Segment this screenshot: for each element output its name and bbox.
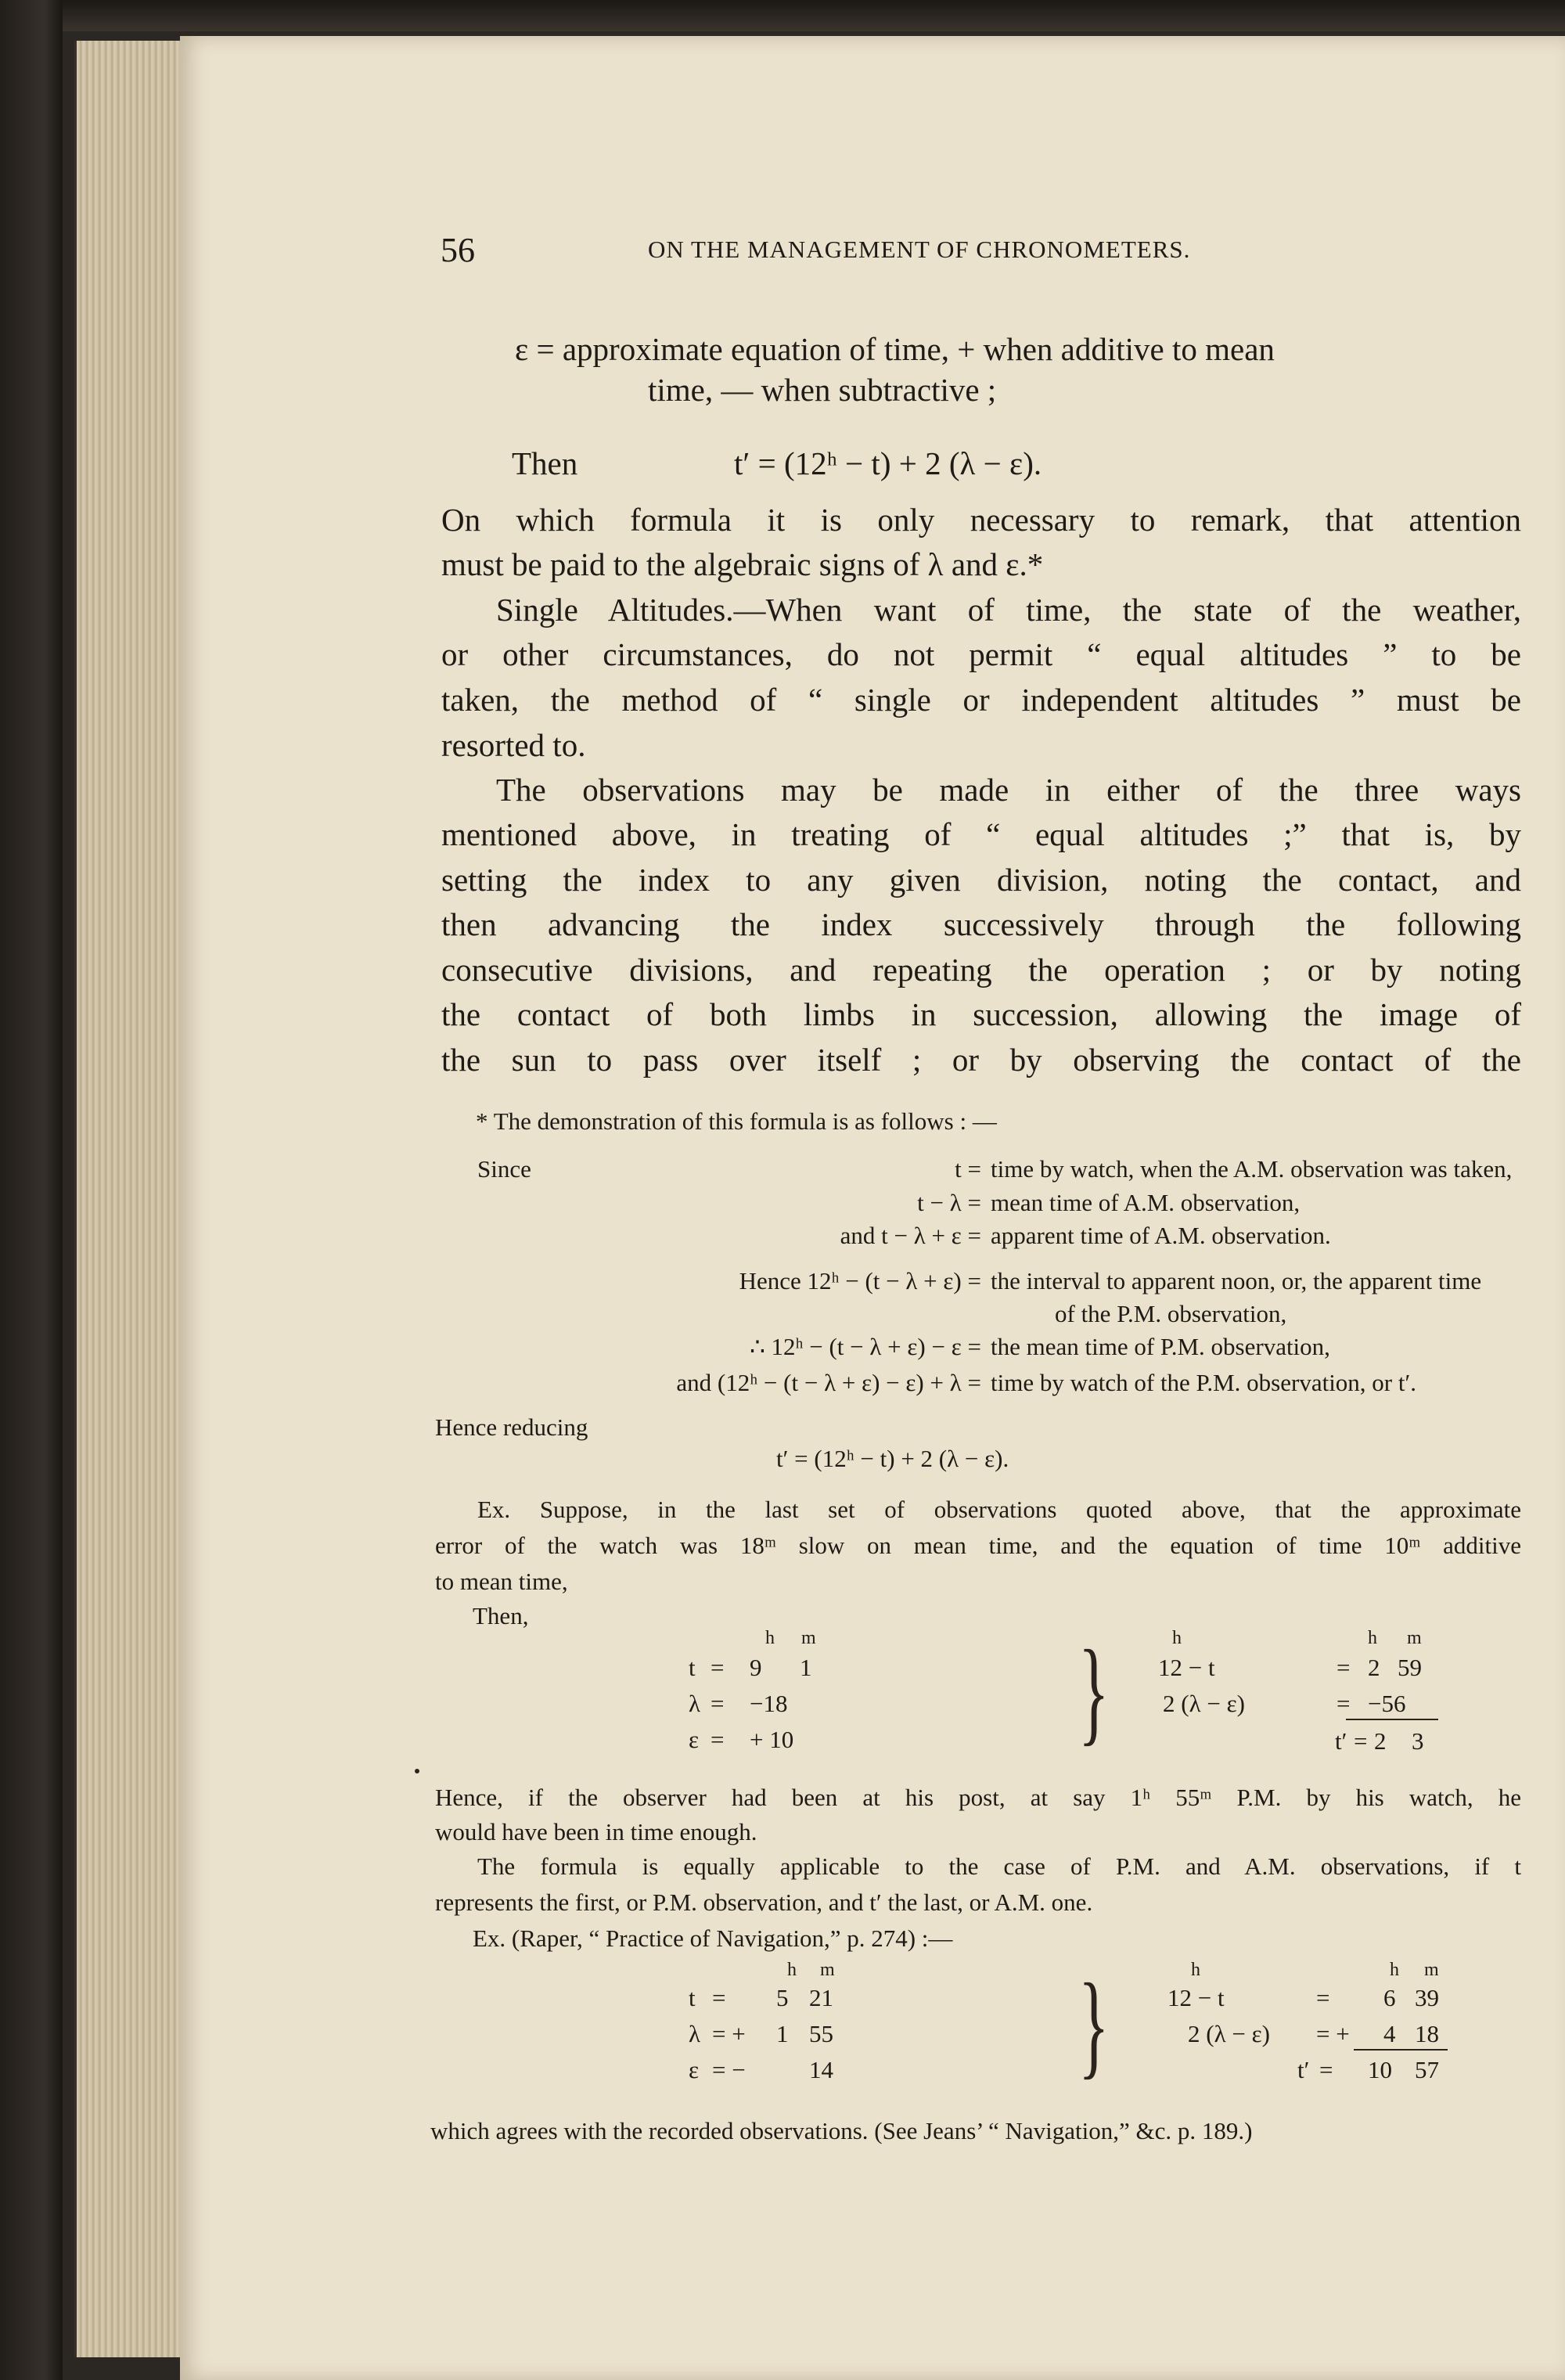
unit-h: h — [787, 1960, 797, 1980]
calc-hours: 2 — [1374, 1727, 1387, 1755]
calc-expression: t′ — [1335, 1727, 1347, 1755]
calc-equals: = — [1316, 1984, 1330, 2011]
unit-h: h — [765, 1628, 775, 1648]
calc-minutes: 55 — [809, 2020, 833, 2047]
calc-minutes: −56 — [1368, 1690, 1406, 1717]
sum-rule — [1354, 2049, 1448, 2051]
print-mark — [415, 1769, 419, 1773]
paragraph-line: then advancing the index successively through the following — [441, 906, 1521, 942]
calc-hours: 9 — [750, 1654, 762, 1681]
example-line: Ex. (Raper, “ Practice of Navigation,” p. 274) :— — [473, 1925, 953, 1952]
calc-equals: = — [711, 1654, 725, 1681]
calc-expression: 2 (λ − ε) — [1163, 1690, 1245, 1717]
book-cover-top — [0, 0, 1565, 31]
closing-line: which agrees with the recorded observations. (See Jeans’ “ Navigation,” &c. p. 189.) — [430, 2117, 1253, 2144]
calc-expression: 12 − t — [1158, 1654, 1215, 1681]
calc-minutes: 57 — [1415, 2056, 1439, 2083]
calc-equals: = — [711, 1726, 725, 1753]
paragraph-line: or other circumstances, do not permit “ equal altitudes ” to be — [441, 636, 1521, 672]
calc-symbol: ε — [689, 2056, 700, 2083]
calc-minutes: + 10 — [750, 1726, 794, 1753]
derivation-lhs: Hence 12ʰ − (t − λ + ε) = — [739, 1267, 981, 1294]
then-formula: t′ = (12ʰ − t) + 2 (λ − ε). — [734, 445, 1042, 481]
example-line: represents the first, or P.M. observation, and t′ the last, or A.M. one. — [435, 1889, 1093, 1916]
calc-minutes: 21 — [809, 1984, 833, 2011]
reduced-formula: t′ = (12ʰ − t) + 2 (λ − ε). — [776, 1445, 1009, 1472]
calc-hours: 2 — [1368, 1654, 1380, 1681]
calc-equals: = — [711, 1690, 725, 1717]
paragraph-line: the contact of both limbs in succession, allowing the image of — [441, 996, 1521, 1032]
example-line: The formula is equally applicable to the case of P.M. and A.M. observations, if t — [477, 1853, 1521, 1880]
book-cover-edge — [0, 0, 63, 2380]
derivation-rhs: the interval to apparent noon, or, the apparent time — [991, 1267, 1482, 1294]
unit-h: h — [1191, 1960, 1200, 1980]
calc-hours: 4 — [1383, 2020, 1396, 2047]
derivation-lhs: t = — [955, 1155, 981, 1183]
running-title: ON THE MANAGEMENT OF CHRONOMETERS. — [648, 236, 1191, 263]
paragraph-line: resorted to. — [441, 727, 586, 763]
example-line: Ex. Suppose, in the last set of observations quoted above, that the approximate — [477, 1496, 1521, 1523]
calc-symbol: t — [689, 1654, 696, 1681]
page-stack-edges — [74, 41, 186, 2357]
calc-minutes: 1 — [800, 1654, 812, 1681]
calc-equals: = − — [712, 2056, 746, 2083]
paragraph-line: Single Altitudes.—When want of time, the state of the weather, — [496, 592, 1521, 628]
calc-symbol: ε — [689, 1726, 700, 1753]
paragraph-line: setting the index to any given division, noting the contact, and — [441, 862, 1521, 898]
paragraph-line: the sun to pass over itself ; or by observing the contact of the — [441, 1042, 1521, 1078]
sum-rule — [1346, 1719, 1438, 1720]
derivation-rhs: the mean time of P.M. observation, — [991, 1333, 1330, 1360]
example-line: Hence, if the observer had been at his post, at say 1ʰ 55ᵐ P.M. by his watch, he — [435, 1784, 1521, 1811]
calc-minutes: 59 — [1398, 1654, 1422, 1681]
unit-m: m — [801, 1628, 816, 1648]
derivation-lhs: and t − λ + ε = — [840, 1222, 981, 1249]
closing-brace: } — [1078, 1960, 1110, 2090]
unit-m: m — [820, 1960, 835, 1980]
then-label: Then, — [473, 1602, 529, 1629]
calc-minutes: 39 — [1415, 1984, 1439, 2011]
unit-h: h — [1390, 1960, 1399, 1980]
derivation-lhs: t − λ = — [917, 1189, 981, 1216]
definition-line: time, — when subtractive ; — [648, 372, 997, 408]
calc-equals: = — [1337, 1690, 1351, 1717]
derivation-rhs: time by watch, when the A.M. observation was taken, — [991, 1155, 1513, 1183]
closing-brace: } — [1078, 1626, 1110, 1756]
then-label: Then — [512, 445, 578, 481]
unit-h: h — [1172, 1628, 1182, 1648]
derivation-rhs: time by watch of the P.M. observation, or t′. — [991, 1369, 1417, 1396]
calc-minutes: 14 — [809, 2056, 833, 2083]
paragraph-line: mentioned above, in treating of “ equal altitudes ;” that is, by — [441, 816, 1521, 852]
calc-hours: 1 — [776, 2020, 789, 2047]
paragraph-line: consecutive divisions, and repeating the operation ; or by noting — [441, 952, 1521, 988]
calc-expression: t′ — [1297, 2056, 1310, 2083]
calc-hours: 6 — [1383, 1984, 1396, 2011]
book-page — [180, 36, 1565, 2380]
paragraph-line: must be paid to the algebraic signs of λ and ε.* — [441, 546, 1044, 582]
paragraph-line: The observations may be made in either of the three ways — [496, 772, 1521, 808]
example-line: error of the watch was 18ᵐ slow on mean time, and the equation of time 10ᵐ additive — [435, 1532, 1521, 1559]
derivation-lhs: ∴ 12ʰ − (t − λ + ε) − ε = — [750, 1333, 981, 1360]
calc-minutes: 3 — [1412, 1727, 1424, 1755]
derivation-lhs: and (12ʰ − (t − λ + ε) − ε) + λ = — [676, 1369, 981, 1396]
calc-symbol: λ — [689, 1690, 701, 1717]
calc-equals: = + — [712, 2020, 746, 2047]
paragraph-line: taken, the method of “ single or independent altitudes ” must be — [441, 682, 1521, 718]
page-number: 56 — [441, 231, 475, 269]
hence-reducing-label: Hence reducing — [435, 1413, 588, 1441]
calc-symbol: t — [689, 1984, 696, 2011]
calc-minutes: 18 — [1415, 2020, 1439, 2047]
definition-line: ε = approximate equation of time, + when additive to mean — [515, 331, 1275, 367]
calc-minutes: −18 — [750, 1690, 788, 1717]
derivation-rhs: mean time of A.M. observation, — [991, 1189, 1301, 1216]
calc-hours: 5 — [776, 1984, 789, 2011]
footnote-intro: * The demonstration of this formula is as follows : — — [476, 1107, 997, 1135]
example-line: to mean time, — [435, 1568, 568, 1595]
calc-expression: 2 (λ − ε) — [1188, 2020, 1270, 2047]
calc-hours: 10 — [1368, 2056, 1392, 2083]
calc-equals: = — [1354, 1727, 1368, 1755]
calc-equals: = — [1319, 2056, 1333, 2083]
example-line: would have been in time enough. — [435, 1818, 757, 1845]
calc-equals: = + — [1316, 2020, 1350, 2047]
unit-m: m — [1407, 1628, 1422, 1648]
calc-equals: = — [1337, 1654, 1351, 1681]
since-label: Since — [477, 1155, 531, 1183]
calc-equals: = — [712, 1984, 726, 2011]
calc-expression: 12 − t — [1167, 1984, 1225, 2011]
unit-h: h — [1368, 1628, 1377, 1648]
paragraph-line: On which formula it is only necessary to remark, that attention — [441, 502, 1521, 538]
unit-m: m — [1424, 1960, 1439, 1980]
derivation-rhs: of the P.M. observation, — [1055, 1300, 1287, 1327]
calc-symbol: λ — [689, 2020, 701, 2047]
derivation-rhs: apparent time of A.M. observation. — [991, 1222, 1331, 1249]
